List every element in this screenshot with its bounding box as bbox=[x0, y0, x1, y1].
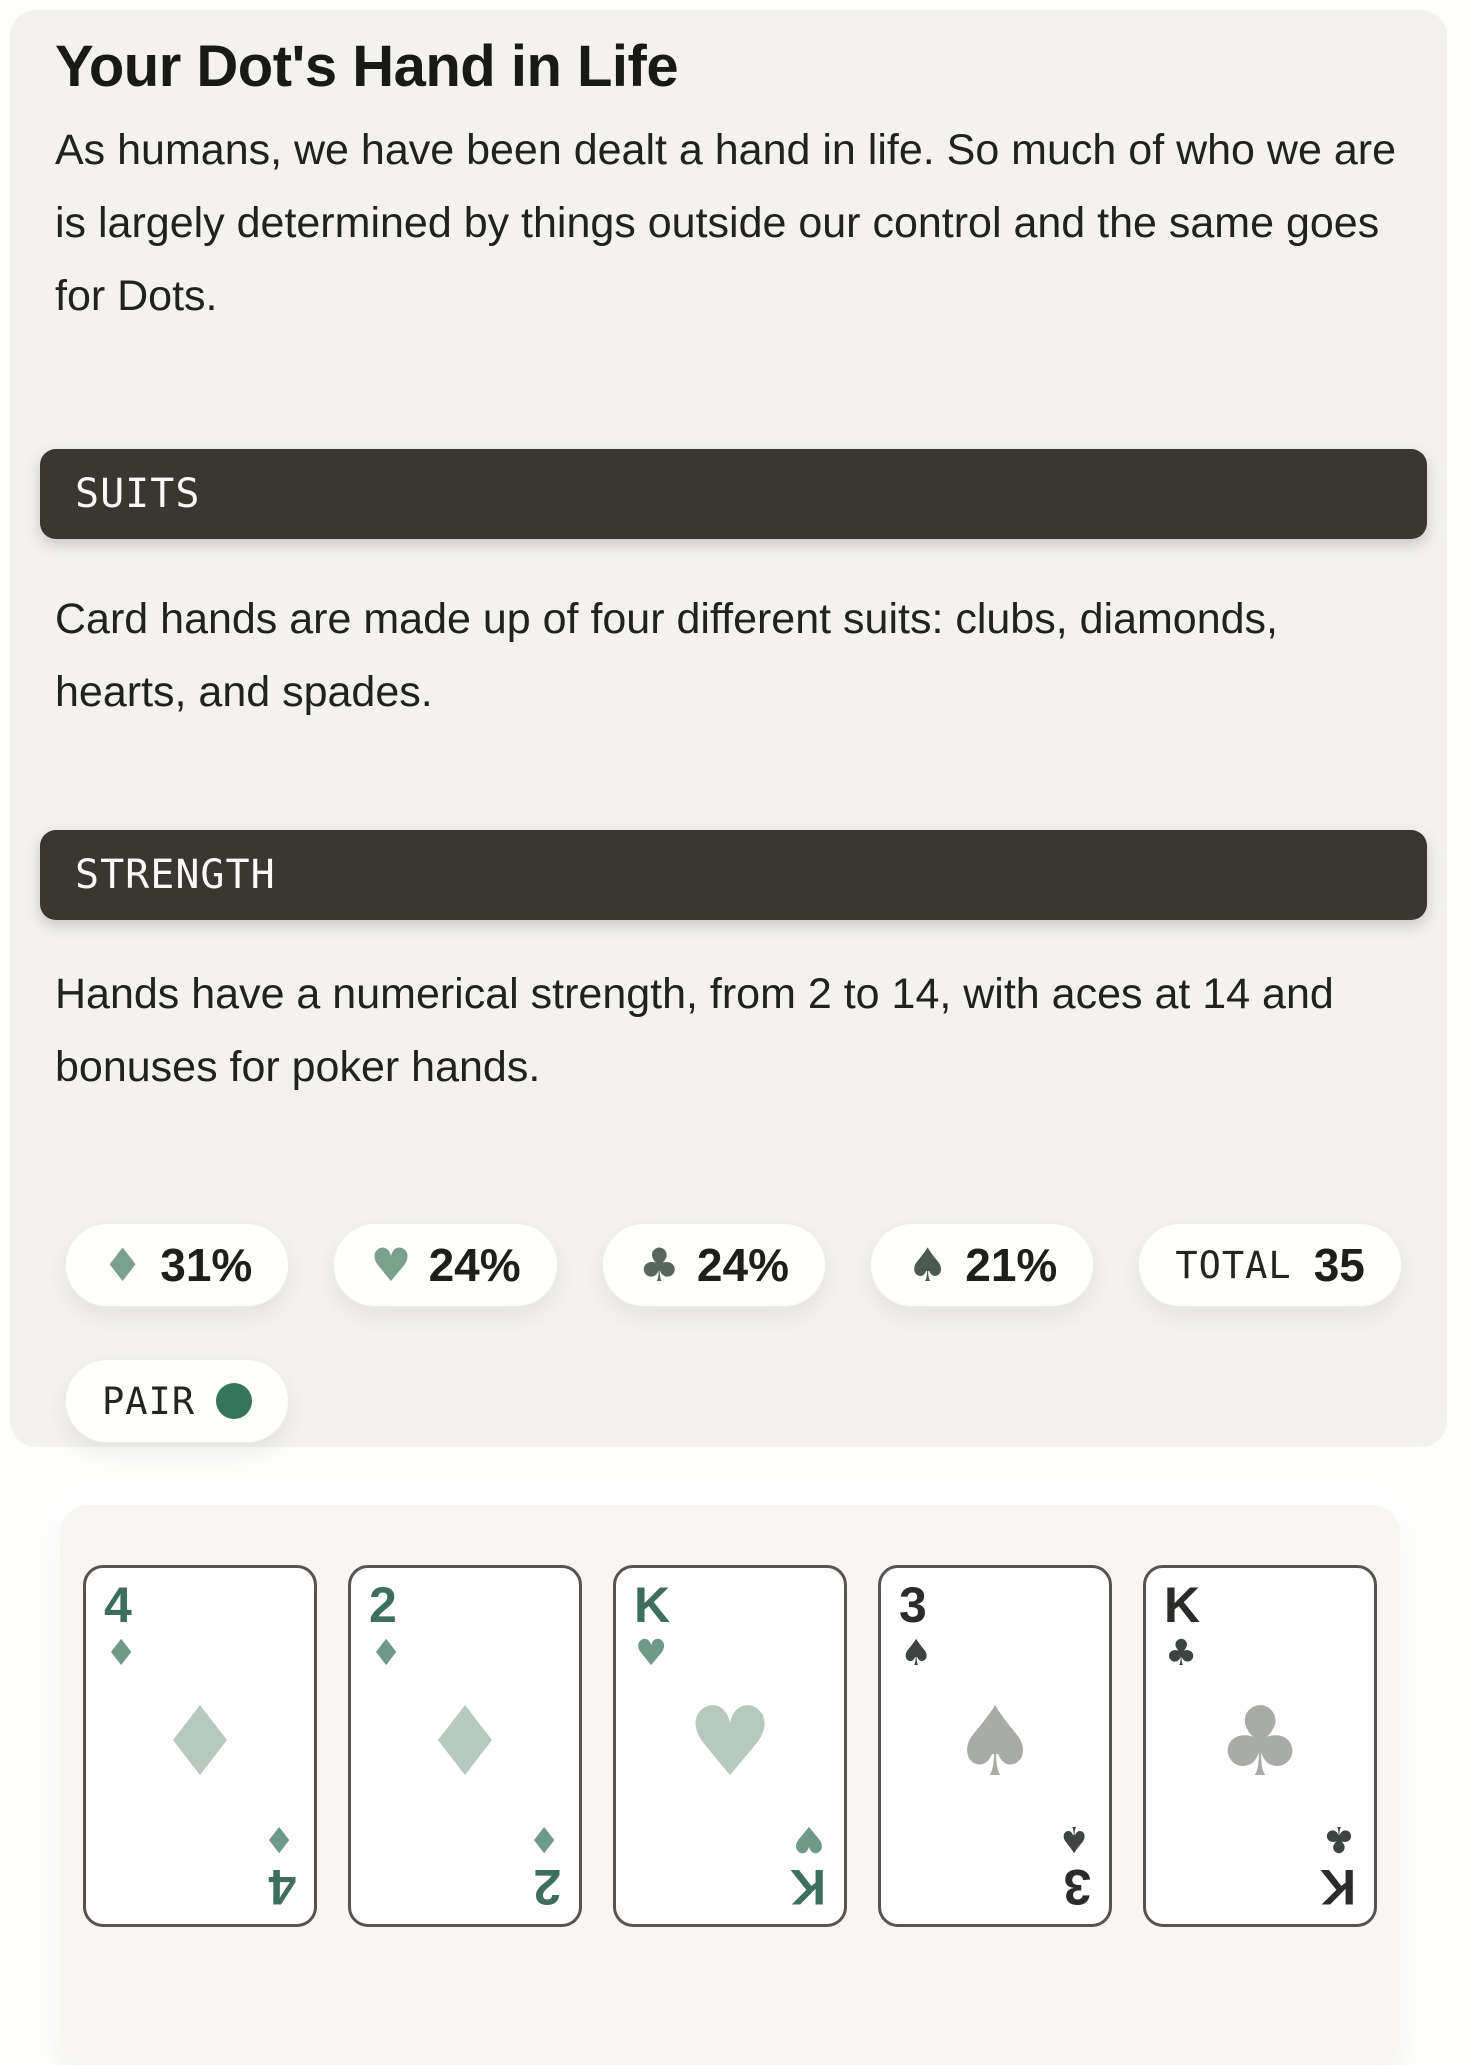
diamond-stat-pill bbox=[65, 1223, 289, 1307]
pair-dot-icon bbox=[216, 1383, 252, 1419]
spade-stat-pill bbox=[870, 1223, 1094, 1307]
section-header-strength-label: STRENGTH bbox=[75, 852, 276, 898]
pair-label: PAIR bbox=[102, 1379, 196, 1423]
card-rank: 3 bbox=[899, 1577, 927, 1633]
card-corner-top-left bbox=[899, 1578, 932, 1674]
spade-suit-icon: ♠ bbox=[906, 1238, 949, 1292]
card-rank: 3 bbox=[1063, 1859, 1091, 1915]
playing-card-3-spade bbox=[878, 1565, 1112, 1927]
card-rank: K bbox=[789, 1859, 826, 1915]
suit-stats-row bbox=[65, 1223, 1417, 1307]
card-corner-suit-icon: ♣ bbox=[1322, 1818, 1355, 1859]
card-center-suit-icon: ♦ bbox=[421, 1686, 509, 1799]
card-corner-bottom-right bbox=[790, 1818, 826, 1914]
card-corner-suit-icon: ♥ bbox=[792, 1818, 825, 1859]
suit-percent: 21% bbox=[965, 1239, 1058, 1291]
card-rank: 4 bbox=[268, 1859, 296, 1915]
card-corner-suit-icon: ♦ bbox=[370, 1633, 403, 1674]
strength-paragraph: Hands have a numerical strength, from 2 to 14, with aces at 14 and bonuses for poker hands. bbox=[55, 970, 1334, 1091]
card-rank: 2 bbox=[369, 1577, 397, 1633]
hand-cards bbox=[60, 1565, 1400, 1927]
suit-percent: 24% bbox=[428, 1239, 521, 1291]
card-corner-top-left bbox=[104, 1578, 137, 1674]
card-corner-bottom-right bbox=[1058, 1818, 1091, 1914]
card-rank: 4 bbox=[104, 1577, 132, 1633]
card-corner-suit-icon: ♣ bbox=[1165, 1633, 1198, 1674]
section-header-suits bbox=[40, 449, 1427, 539]
diamond-suit-icon: ♦ bbox=[102, 1238, 144, 1292]
playing-card-K-club bbox=[1143, 1565, 1377, 1927]
club-suit-icon: ♣ bbox=[638, 1238, 680, 1292]
card-rank: K bbox=[1164, 1577, 1201, 1633]
content-panel bbox=[10, 10, 1447, 1447]
playing-card-2-diamond bbox=[348, 1565, 582, 1927]
card-corner-suit-icon: ♠ bbox=[1057, 1818, 1090, 1859]
card-corner-suit-icon: ♠ bbox=[900, 1633, 933, 1674]
card-rank: K bbox=[1319, 1859, 1356, 1915]
playing-card-4-diamond bbox=[83, 1565, 317, 1927]
card-center-suit-icon: ♣ bbox=[1216, 1686, 1304, 1799]
card-rank: 2 bbox=[533, 1859, 561, 1915]
section-header-strength bbox=[40, 830, 1427, 920]
card-corner-suit-icon: ♦ bbox=[527, 1818, 560, 1859]
card-corner-bottom-right bbox=[263, 1818, 296, 1914]
card-rank: K bbox=[634, 1577, 671, 1633]
suit-percent: 24% bbox=[696, 1239, 789, 1291]
heart-suit-icon: ♥ bbox=[370, 1238, 412, 1292]
playing-card-K-heart bbox=[613, 1565, 847, 1927]
card-center-suit-icon: ♥ bbox=[686, 1686, 774, 1799]
card-corner-bottom-right bbox=[528, 1818, 561, 1914]
section-header-suits-label: SUITS bbox=[75, 471, 201, 517]
heart-stat-pill bbox=[333, 1223, 557, 1307]
card-corner-suit-icon: ♦ bbox=[262, 1818, 295, 1859]
card-corner-suit-icon: ♦ bbox=[105, 1633, 138, 1674]
card-corner-bottom-right bbox=[1320, 1818, 1356, 1914]
page-title: Your Dot's Hand in Life bbox=[55, 34, 679, 99]
card-corner-top-left bbox=[369, 1578, 402, 1674]
suits-paragraph: Card hands are made up of four different suits: clubs, diamonds, hearts, and spades. bbox=[55, 595, 1279, 716]
card-center-suit-icon: ♠ bbox=[951, 1686, 1039, 1799]
card-corner-suit-icon: ♥ bbox=[635, 1633, 668, 1674]
club-stat-pill bbox=[602, 1223, 826, 1307]
hand-panel bbox=[60, 1505, 1400, 2065]
pair-bonus-pill bbox=[65, 1359, 289, 1443]
card-corner-top-left bbox=[1164, 1578, 1200, 1674]
suit-percent: 31% bbox=[160, 1239, 253, 1291]
card-center-suit-icon: ♦ bbox=[156, 1686, 244, 1799]
intro-paragraph: As humans, we have been dealt a hand in life. So much of who we are is largely determined by things outside our control and the same goes for Dots. bbox=[55, 126, 1396, 320]
bonus-row bbox=[65, 1359, 1417, 1443]
total-value: 35 bbox=[1313, 1239, 1365, 1291]
card-corner-top-left bbox=[634, 1578, 670, 1674]
total-label: TOTAL bbox=[1175, 1243, 1292, 1287]
total-pill bbox=[1138, 1223, 1402, 1307]
